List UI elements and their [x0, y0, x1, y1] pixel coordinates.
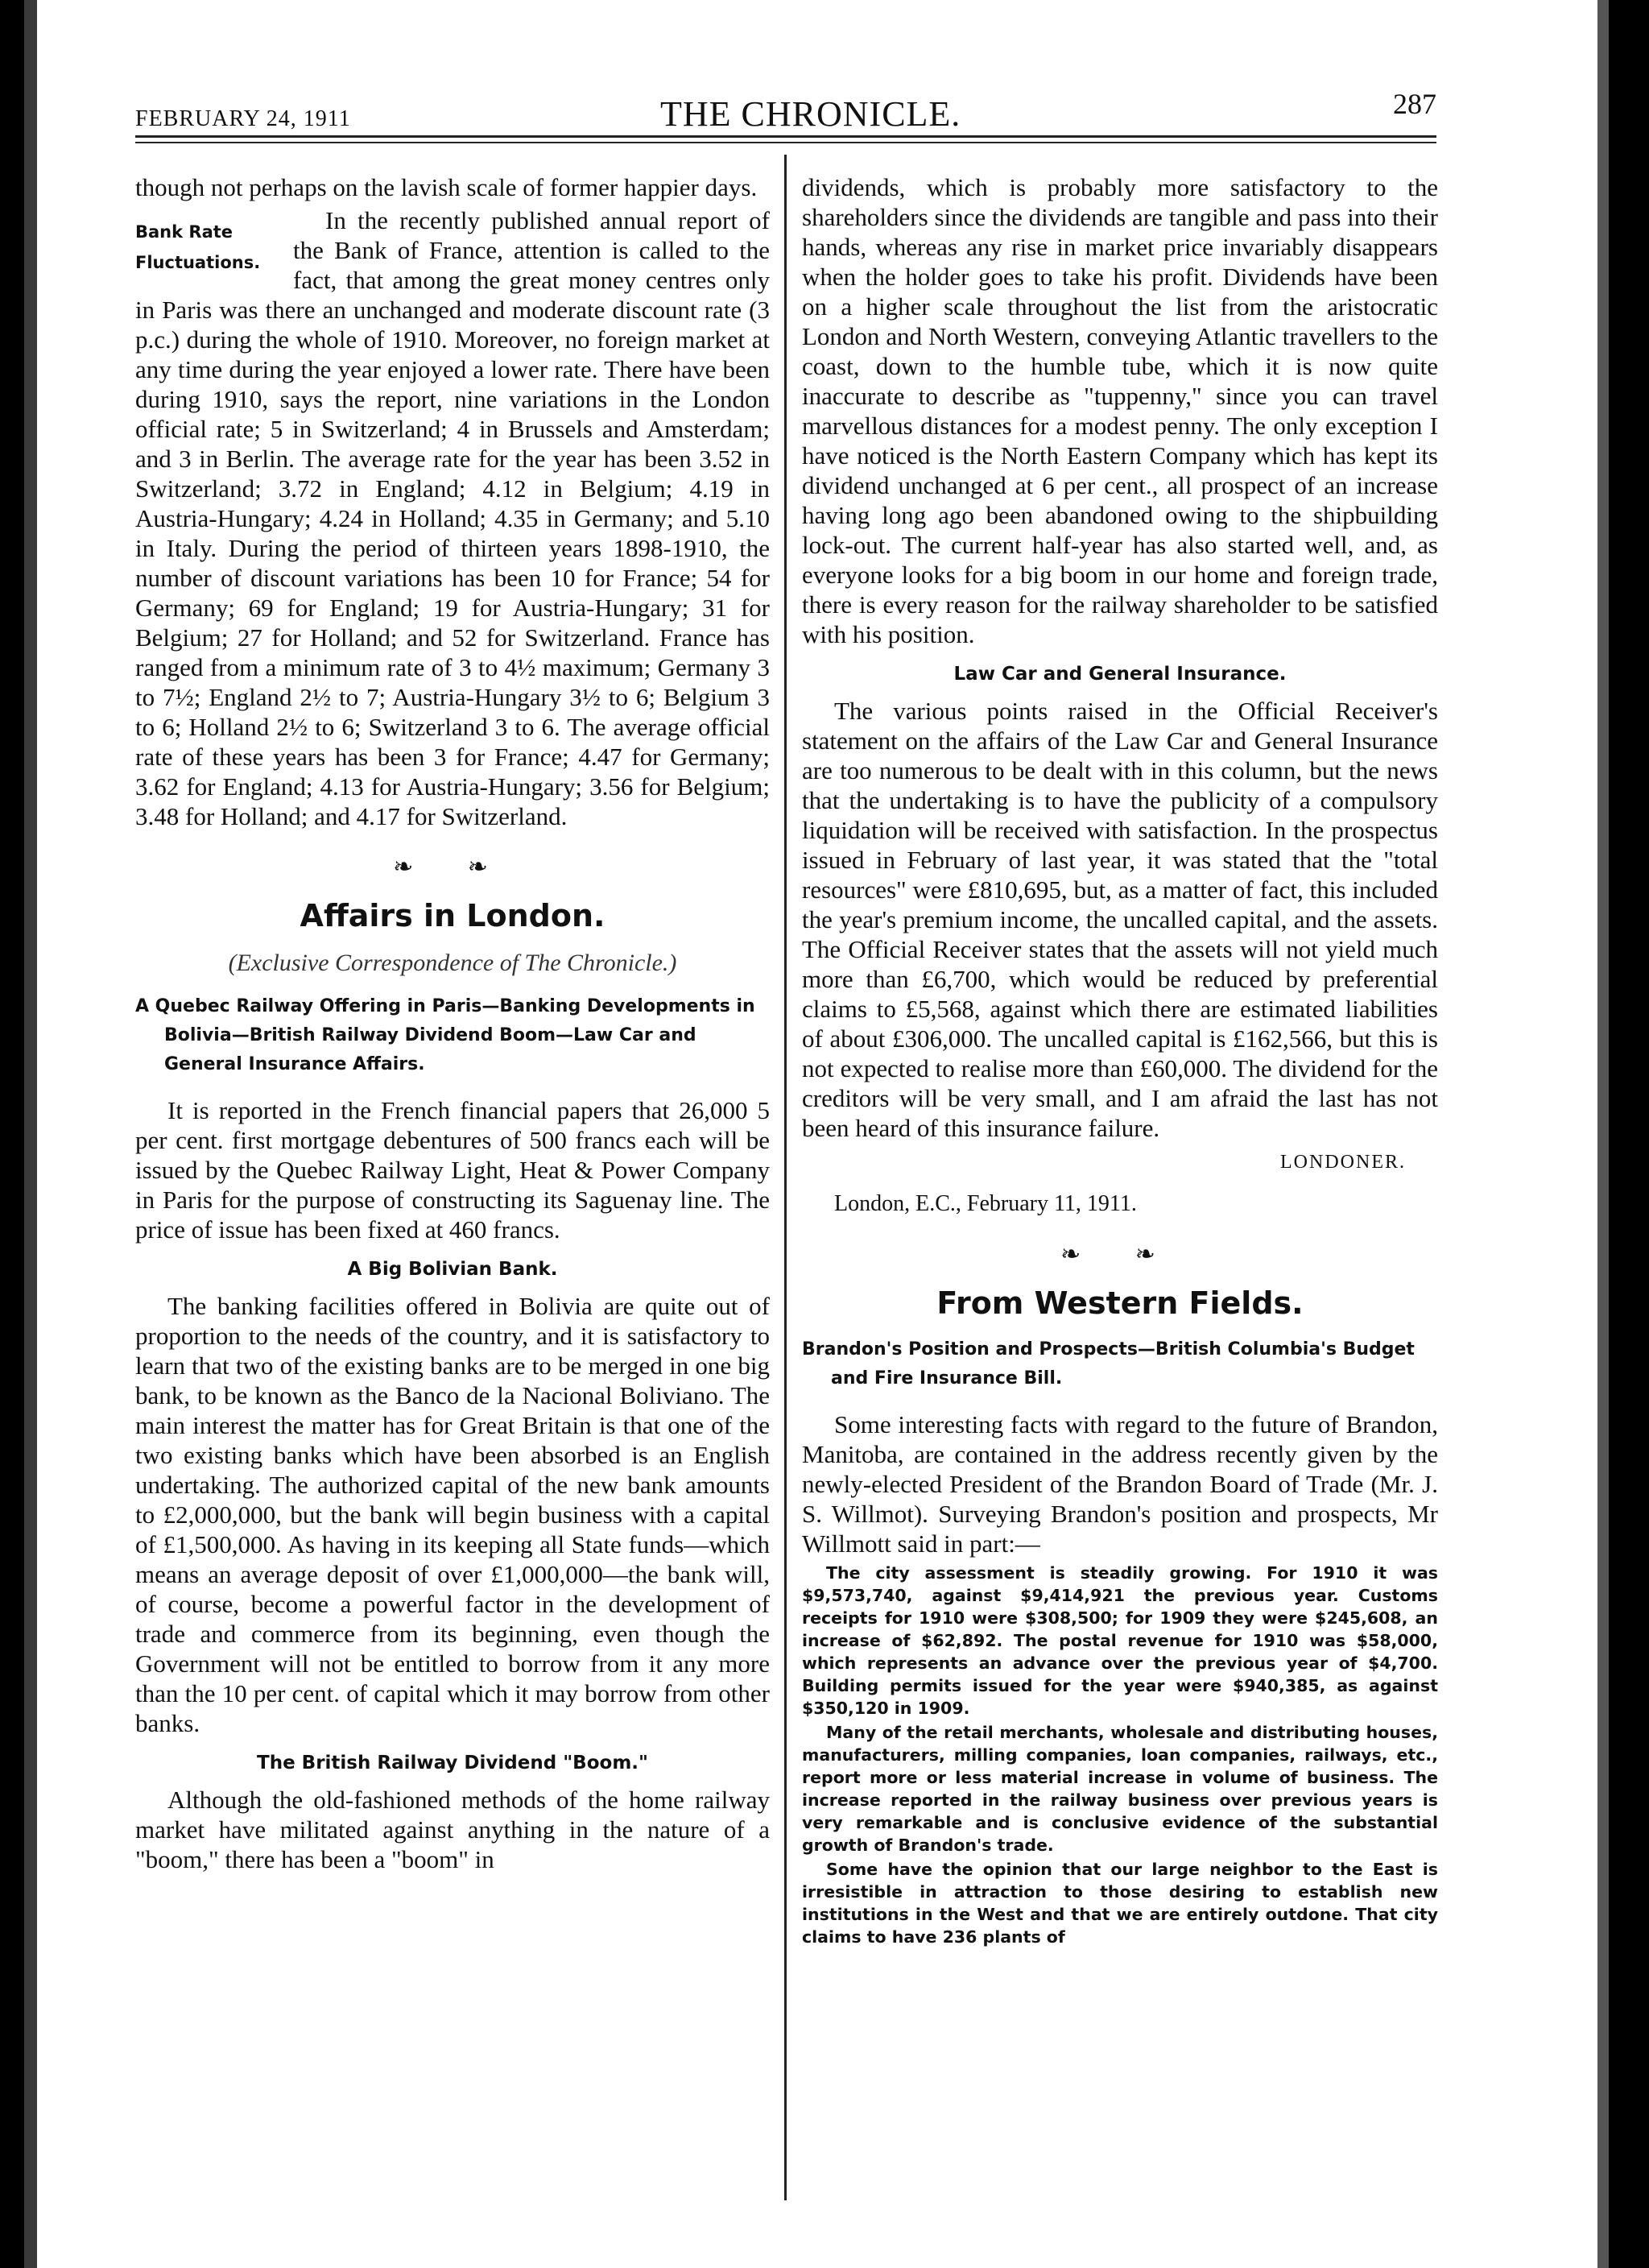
section-title-affairs-london: Affairs in London. — [300, 898, 605, 933]
page-edge-left — [0, 0, 24, 2268]
brandon-intro-paragraph: Some interesting facts with regard to the future of Brandon, Manitoba, are contained in the address recently given by the newly-elected President of the Brandon Board of Trade (Mr. J. S. Willmot). Surveying Brandon's position and prospects, Mr Willmott said in part:— — [802, 1410, 1438, 1558]
page-header — [135, 87, 1436, 135]
header-date: FEBRUARY 24, 1911 — [135, 106, 351, 131]
section-summary: A Quebec Railway Offering in Paris—Banking Developments in Bolivia—British Railway Dividend Boom—Law Car and General Insurance Affairs. — [135, 996, 755, 1074]
quote-paragraph: Many of the retail merchants, wholesale and distributing houses, manufacturers, milling companies, loan companies, railways, etc., report more or less material increase in volume of business. The increase reported in the railway business over previous years is very remarkable and is conclusive evidence of the substantial growth of Brandon's trade. — [802, 1723, 1438, 1855]
bank-rate-paragraph: In the recently published annual report of the Bank of France, attention is called to the fact, that among the great money centres only in Paris was there an unchanged and moderate discount rate (3 p.c.) during the whole of 1910. Moreover, no foreign market at any time during the year enjoyed a lower rate. There have been during 1910, says the report, nine variations in the London official rate; 5 in Switzerland; 4 in Brussels and Amsterdam; and 3 in Berlin. The average rate for the year has been 3.52 in Switzerland; 3.72 in England; 4.12 in Belgium; 4.19 in Austria-Hungary; 4.24 in Holland; 4.35 in Germany; and 5.10 in Italy. During the period of thirteen years 1898-1910, the number of discount variations has been 10 for France; 54 for Germany; 69 for England; 19 for Austria-Hungary; 31 for Belgium; 27 for Holland; and 52 for Switzerland. France has ranged from a minimum rate of 3 to 4½ maximum; Germany 3 to 7½; England 2½ to 7; Austria-Hungary 3½ to 6; Belgium 3 to 6; Holland 2½ to 6; Switzerland 3 to 6. The average official rate of these years has been 3 for France; 4.47 for Germany; 3.62 for England; 4.13 for Austria-Hungary; 3.56 for Belgium; 3.48 for Holland; and 4.17 for Switzerland. — [135, 206, 770, 830]
dateline: London, E.C., February 11, 1911. — [834, 1191, 1137, 1216]
railway-continued-paragraph: dividends, which is probably more satisfactory to the shareholders since the dividends are tangible and pass into their hands, whereas any rise in market price invariably disappears when the holder goes to take his profit. Dividends have been on a higher scale throughout the list from the aristocratic London and North Western, conveying Atlantic travellers to the coast, down to the humble tube, which it is now quite inaccurate to describe as "tuppenny," since you can travel marvellous distances for a modest penny. The only exception I have noticed is the North Eastern Company which has kept its dividend unchanged at 6 per cent., all prospect of an increase having long ago been abandoned owing to the shipbuilding lock-out. The current half-year has also started well, and, as everyone looks for a big boom in our home and foreign trade, there is every reason for the railway shareholder to be satisfied with his position. — [802, 173, 1438, 648]
header-rule-secondary — [135, 142, 1436, 143]
page-edge-right-shadow — [1597, 0, 1609, 2268]
ornament-fleuron-icon: ❧ — [1134, 1241, 1180, 1268]
header-rule — [135, 135, 1436, 138]
ornament-fleuron-icon: ❧ — [1060, 1241, 1106, 1268]
ornament-fleuron-icon: ❧ — [393, 854, 438, 880]
subhead-law-car: Law Car and General Insurance. — [953, 664, 1287, 685]
quebec-paragraph: It is reported in the French financial papers that 26,000 5 per cent. first mortgage debentures of 500 francs each will be issued by the Quebec Railway Light, Heat & Power Company in Paris for the purpose of constructing its Saguenay line. The price of issue has been fixed at 460 francs. — [135, 1096, 770, 1244]
quote-paragraph: Some have the opinion that our large neighbor to the East is irresistible in attraction to those desiring to establish new institutions in the West and that we are entirely outdone. That city claims to have 236 plants of — [802, 1860, 1438, 1947]
section-ornament — [135, 852, 770, 882]
left-column — [135, 172, 770, 1877]
section-ornament — [802, 1240, 1438, 1269]
subhead-bolivian-bank: A Big Bolivian Bank. — [347, 1259, 558, 1280]
signoff: LONDONER. — [1280, 1152, 1406, 1173]
column-divider — [784, 155, 787, 2200]
quote-paragraph: The city assessment is steadily growing. For 1910 it was $9,573,740, against $9,414,921 the previous year. Customs receipts for 1910 were $308,500; for 1909 they were $245,608, an increase of $62,892. The postal revenue for 1910 was $58,000, which represents an advance over the previous year of $4,700. Building permits issued for the year were $940,385, as against $350,120 in 1909. — [802, 1563, 1438, 1718]
intro-paragraph: though not perhaps on the lavish scale of former happier days. — [135, 173, 758, 201]
quoted-address — [802, 1562, 1438, 1948]
sidenote-line-1: Bank Rate — [135, 222, 234, 242]
section-title-western-fields: From Western Fields. — [936, 1285, 1304, 1321]
law-car-paragraph: The various points raised in the Official Receiver's statement on the affairs of the Law Car and General Insurance are too numerous to be dealt with in this column, but the news that the undertaking is to have the publicity of a compulsory liquidation will be received with satisfaction. In the prospectus issued in February of last year, it was stated that the "total resources" were £810,695, but, as a matter of fact, this included the year's premium income, the uncalled capital, and the assets. The Official Receiver states that the assets will not yield much more than £6,700, which would be reduced by preferential claims to £5,568, against which there are estimated liabilities of about £306,000. The uncalled capital is £162,566, but this is not expected to realise more than £60,000. The dividend for the creditors will be very small, and I am afraid the last has not been heard of this insurance failure. — [802, 697, 1438, 1142]
right-column — [802, 172, 1438, 1950]
railway-paragraph: Although the old-fashioned methods of the home railway market have militated against anything in the nature of a "boom," there has been a "boom" in — [135, 1786, 770, 1873]
header-title: THE CHRONICLE. — [660, 94, 961, 134]
page-edge-left-shadow — [24, 0, 37, 2268]
sidenote-bank-rate — [135, 217, 282, 278]
byline: (Exclusive Correspondence of The Chronicle.) — [228, 950, 677, 976]
page-number: 287 — [1393, 88, 1436, 120]
bolivian-paragraph: The banking facilities offered in Bolivia are quite out of proportion to the needs of the country, and it is satisfactory to learn that two of the existing banks are to be merged in one big bank, to be known as the Banco de la Nacional Boliviano. The main interest the matter has for Great Britain is that one of the two existing banks which have been absorbed is an English undertaking. The authorized capital of the new bank amounts to £2,000,000, but the bank will begin business with a capital of £1,500,000. As having in its keeping all State funds—which means an average deposit of over £1,000,000—the bank will, of course, become a powerful factor in the development of trade and commerce from its beginning, even though the Government will not be entitled to borrow from it any more than the 10 per cent. of capital which it may borrow from other banks. — [135, 1292, 770, 1737]
subhead-railway-boom: The British Railway Dividend "Boom." — [257, 1753, 648, 1773]
page-edge-right — [1609, 0, 1649, 2268]
section-summary: Brandon's Position and Prospects—British Columbia's Budget and Fire Insurance Bill. — [802, 1339, 1415, 1389]
ornament-fleuron-icon: ❧ — [467, 854, 512, 880]
sidenote-line-2: Fluctuations. — [135, 253, 261, 272]
